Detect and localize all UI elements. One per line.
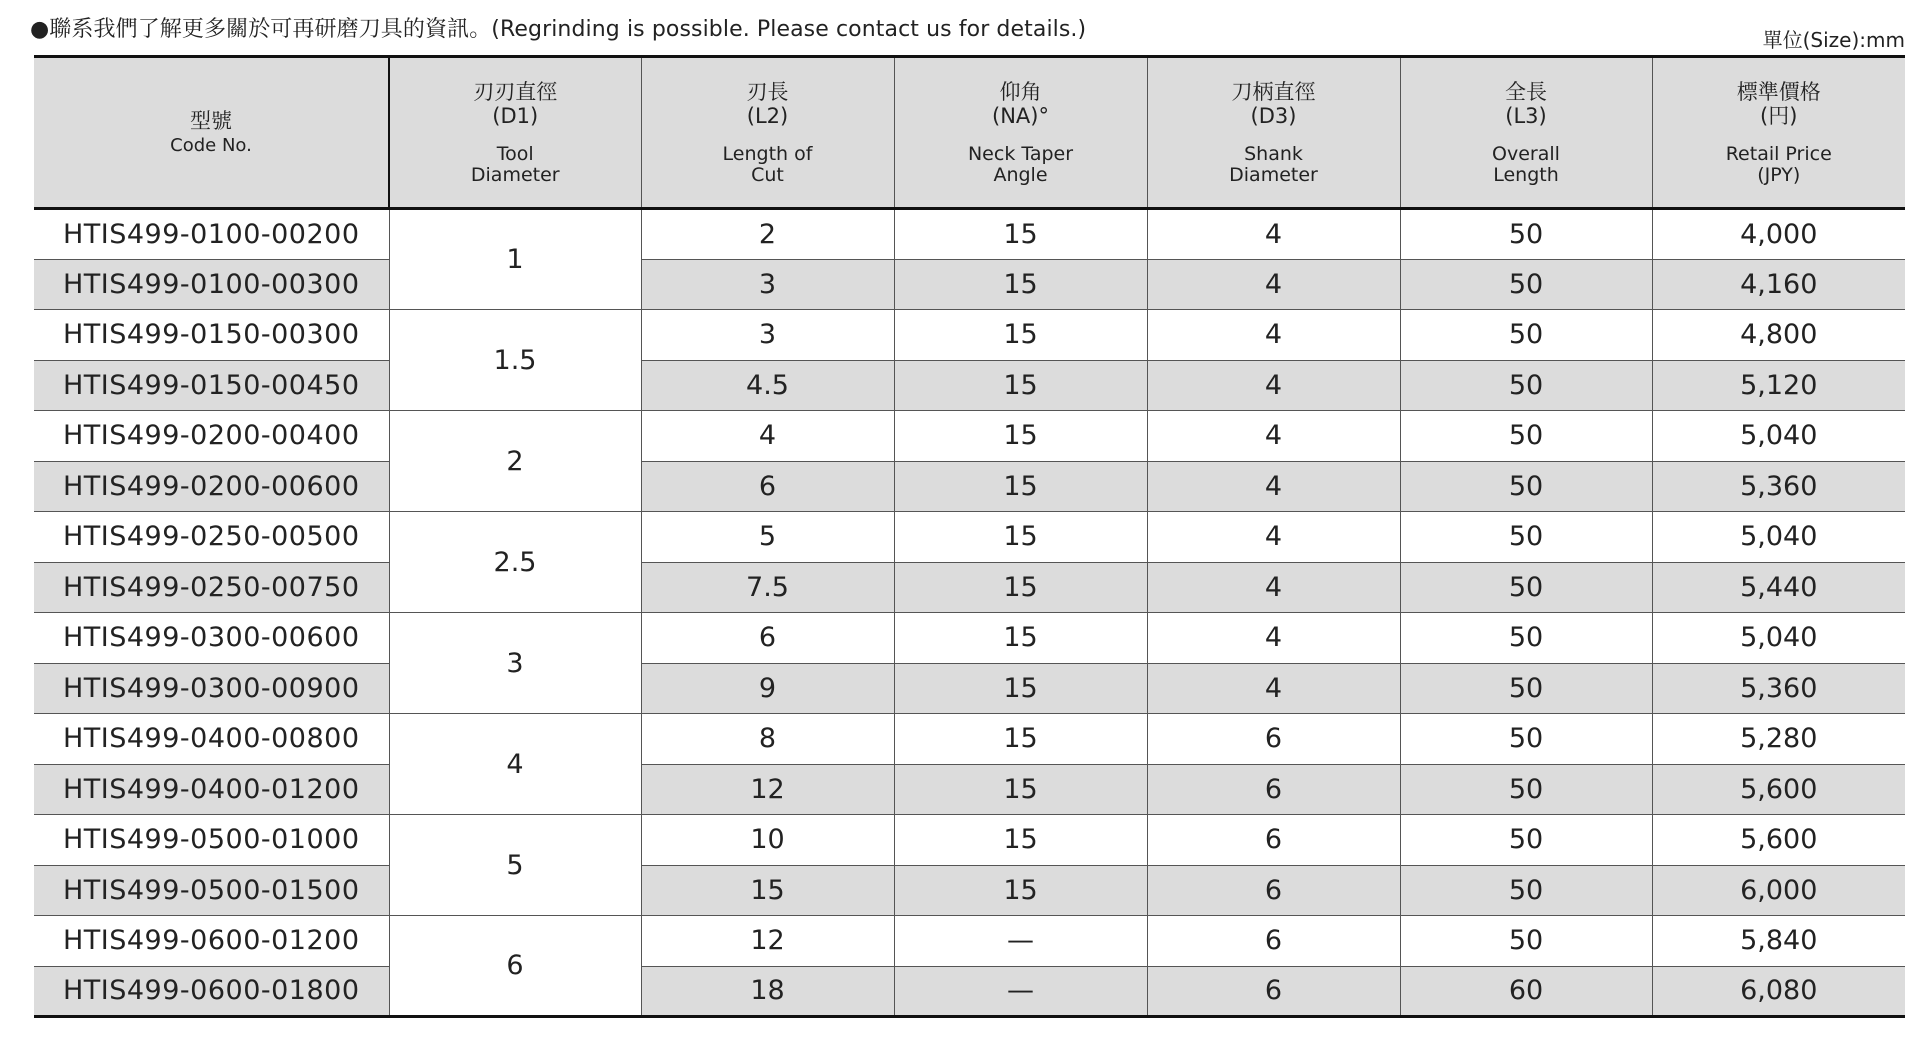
header-l3-en1: Overall [1492,142,1560,165]
cell-d3: 4 [1147,411,1400,462]
cell-na: — [894,966,1147,1017]
header-d1-zh: 刃刃直徑 [473,79,558,104]
cell-d1: 2.5 [389,512,641,613]
cell-l2: 12 [641,916,894,967]
cell-l3: 50 [1400,714,1652,765]
table-row [34,562,1905,613]
cell-d3: 6 [1147,764,1400,815]
cell-l2: 4 [641,411,894,462]
cell-price: 5,840 [1652,916,1905,967]
header-code-en: Code No. [170,134,252,156]
cell-na: 15 [894,512,1147,563]
cell-na: 15 [894,209,1147,260]
cell-l2: 15 [641,865,894,916]
cell-l3: 60 [1400,966,1652,1017]
table-row [34,613,1905,664]
header-d3-en2: Diameter [1229,163,1318,186]
cell-l2: 10 [641,815,894,866]
cell-price: 5,280 [1652,714,1905,765]
header-d3-en1: Shank [1244,142,1303,165]
cell-d3: 4 [1147,562,1400,613]
header-d1-en1: Tool [496,142,534,165]
cell-d1: 2 [389,411,641,512]
header-l3-symbol: (L3) [1505,103,1547,128]
cell-na: 15 [894,663,1147,714]
cell-l3: 50 [1400,259,1652,310]
cell-price: 5,600 [1652,815,1905,866]
cell-d1: 4 [389,714,641,815]
cell-price: 5,360 [1652,663,1905,714]
header-na-symbol: (NA)° [992,103,1049,128]
cell-d3: 4 [1147,461,1400,512]
cell-l3: 50 [1400,461,1652,512]
cell-na: 15 [894,865,1147,916]
header-l2 [641,57,894,209]
table-row [34,310,1905,361]
cell-code: HTIS499-0600-01800 [34,966,389,1017]
cell-l3: 50 [1400,411,1652,462]
cell-l2: 6 [641,613,894,664]
cell-l2: 18 [641,966,894,1017]
cell-code: HTIS499-0300-00600 [34,613,389,664]
cell-l3: 50 [1400,764,1652,815]
header-l3-en2: Length [1493,163,1559,186]
cell-na: 15 [894,461,1147,512]
cell-na: 15 [894,310,1147,361]
table-body [34,209,1905,1017]
cell-l2: 12 [641,764,894,815]
cell-na: 15 [894,562,1147,613]
cell-d1: 1 [389,209,641,310]
header-price [1652,57,1905,209]
cell-code: HTIS499-0100-00300 [34,259,389,310]
cell-d3: 4 [1147,512,1400,563]
header-l3 [1400,57,1652,209]
cell-na: 15 [894,360,1147,411]
cell-l2: 6 [641,461,894,512]
header-na-en2: Angle [993,163,1048,186]
cell-code: HTIS499-0150-00300 [34,310,389,361]
table-row [34,764,1905,815]
cell-l3: 50 [1400,916,1652,967]
header-l3-zh: 全長 [1505,79,1547,104]
cell-na: 15 [894,714,1147,765]
cell-d3: 4 [1147,259,1400,310]
header-na-en1: Neck Taper [967,142,1074,165]
header-na-zh: 仰角 [999,79,1042,104]
cell-d3: 6 [1147,966,1400,1017]
cell-l2: 3 [641,259,894,310]
cell-na: 15 [894,259,1147,310]
header-code-zh: 型號 [190,108,232,133]
header-d1-symbol: (D1) [492,103,539,128]
cell-l2: 9 [641,663,894,714]
header-l2-zh: 刃長 [746,79,789,104]
table-row [34,714,1905,765]
cell-d3: 4 [1147,360,1400,411]
cell-l3: 50 [1400,562,1652,613]
cell-d1: 5 [389,815,641,916]
cell-l2: 2 [641,209,894,260]
cell-l2: 8 [641,714,894,765]
cell-d3: 6 [1147,714,1400,765]
unit-label: 單位(Size):mm [1762,28,1905,52]
table-row [34,865,1905,916]
cell-l3: 50 [1400,613,1652,664]
cell-code: HTIS499-0100-00200 [34,209,389,260]
cell-l3: 50 [1400,310,1652,361]
cell-code: HTIS499-0200-00600 [34,461,389,512]
cell-l3: 50 [1400,865,1652,916]
table-row [34,411,1905,462]
cell-price: 4,000 [1652,209,1905,260]
regrinding-note: ●聯系我們了解更多關於可再研磨刀具的資訊。(Regrinding is possible. Please contact us for details.) [30,17,1087,42]
table-row [34,512,1905,563]
cell-l2: 4.5 [641,360,894,411]
cell-l2: 7.5 [641,562,894,613]
cell-d3: 6 [1147,865,1400,916]
header-d3-zh: 刀柄直徑 [1231,79,1316,104]
header-price-en2: (JPY) [1757,163,1801,186]
header-price-zh: 標準價格 [1736,79,1821,104]
cell-l3: 50 [1400,209,1652,260]
cell-code: HTIS499-0200-00400 [34,411,389,462]
cell-l3: 50 [1400,815,1652,866]
cell-d1: 6 [389,916,641,1017]
table-row [34,461,1905,512]
header-d1 [389,57,641,209]
table-header-row [34,57,1905,209]
cell-code: HTIS499-0300-00900 [34,663,389,714]
cell-price: 6,000 [1652,865,1905,916]
cell-na: 15 [894,815,1147,866]
cell-code: HTIS499-0400-01200 [34,764,389,815]
table-row [34,663,1905,714]
cell-price: 5,360 [1652,461,1905,512]
table-row [34,916,1905,967]
cell-na: 15 [894,764,1147,815]
header-d3 [1147,57,1400,209]
cell-price: 5,120 [1652,360,1905,411]
cell-d1: 3 [389,613,641,714]
cell-l3: 50 [1400,663,1652,714]
cell-l2: 3 [641,310,894,361]
cell-price: 5,040 [1652,613,1905,664]
cell-code: HTIS499-0500-01000 [34,815,389,866]
table-row [34,360,1905,411]
spec-table [34,55,1905,1018]
cell-price: 5,600 [1652,764,1905,815]
header-l2-en1: Length of [722,142,813,165]
cell-d3: 4 [1147,663,1400,714]
cell-code: HTIS499-0600-01200 [34,916,389,967]
table-row [34,209,1905,260]
table-row [34,259,1905,310]
header-d3-symbol: (D3) [1250,103,1297,128]
header-l2-en2: Cut [751,163,784,186]
table-row [34,966,1905,1017]
header-d1-en2: Diameter [470,163,560,186]
header-l2-symbol: (L2) [746,103,789,128]
cell-l3: 50 [1400,512,1652,563]
cell-d3: 6 [1147,815,1400,866]
cell-na: — [894,916,1147,967]
cell-d3: 4 [1147,613,1400,664]
cell-code: HTIS499-0500-01500 [34,865,389,916]
cell-price: 5,440 [1652,562,1905,613]
cell-price: 6,080 [1652,966,1905,1017]
cell-d3: 4 [1147,310,1400,361]
header-price-en1: Retail Price [1725,142,1832,165]
cell-price: 4,160 [1652,259,1905,310]
cell-code: HTIS499-0150-00450 [34,360,389,411]
cell-code: HTIS499-0400-00800 [34,714,389,765]
cell-price: 5,040 [1652,512,1905,563]
cell-l3: 50 [1400,360,1652,411]
header-code [34,57,389,209]
header-na [894,57,1147,209]
cell-na: 15 [894,411,1147,462]
cell-d3: 4 [1147,209,1400,260]
cell-na: 15 [894,613,1147,664]
cell-l2: 5 [641,512,894,563]
cell-code: HTIS499-0250-00500 [34,512,389,563]
header-price-symbol: (円) [1760,103,1798,128]
cell-price: 5,040 [1652,411,1905,462]
cell-d1: 1.5 [389,310,641,411]
cell-d3: 6 [1147,916,1400,967]
cell-code: HTIS499-0250-00750 [34,562,389,613]
cell-price: 4,800 [1652,310,1905,361]
table-row [34,815,1905,866]
